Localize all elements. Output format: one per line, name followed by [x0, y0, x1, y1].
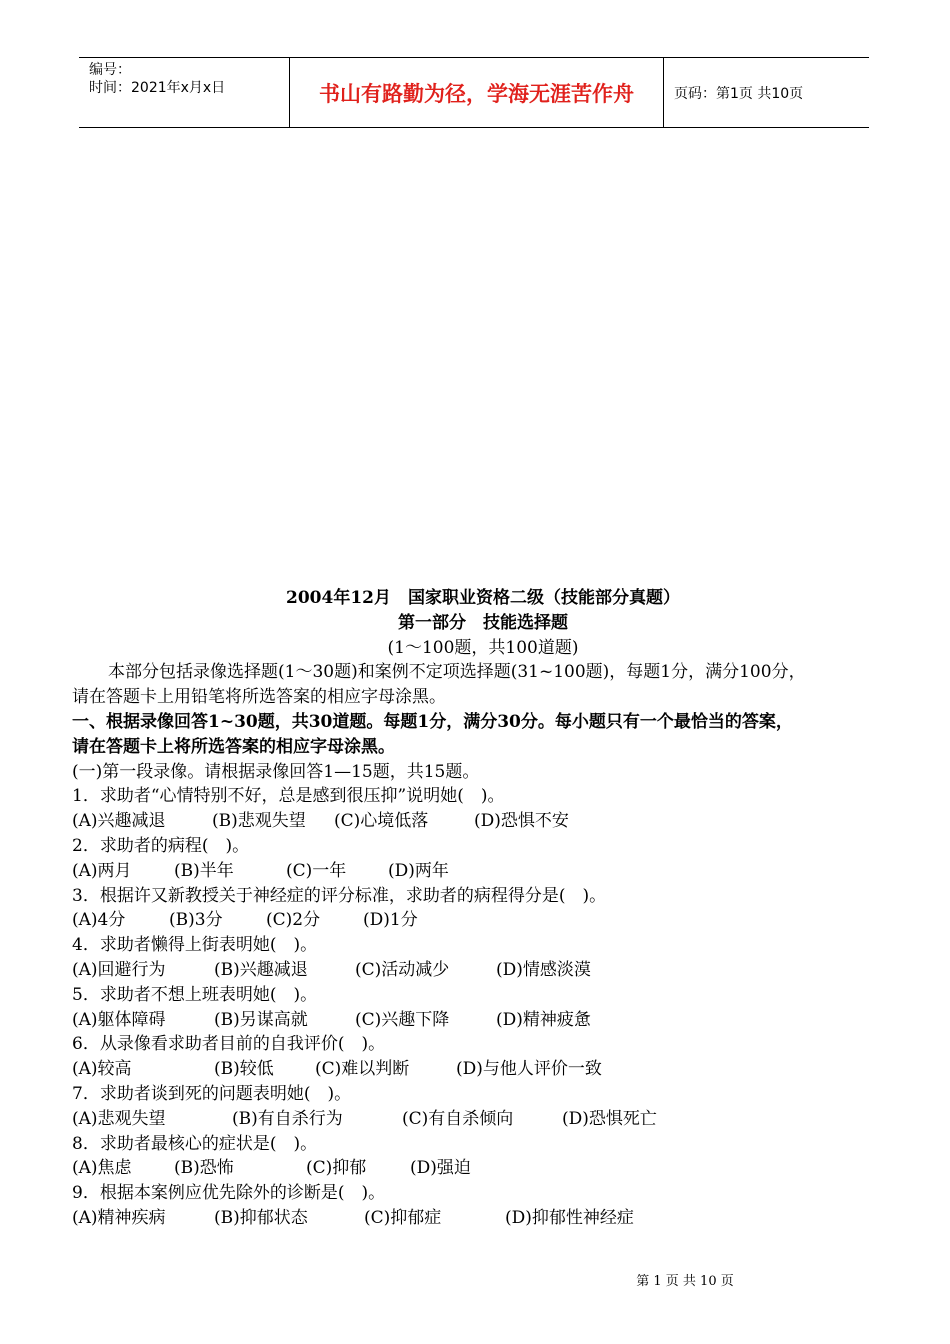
- answer-option: (C)心境低落: [334, 811, 429, 832]
- part-title: 第一部分 技能选择题: [398, 612, 568, 633]
- answer-option: (B)另谋高就: [214, 1009, 308, 1030]
- answer-option: (C)难以判断: [315, 1059, 410, 1080]
- question-text: 3．根据许又新教授关于神经症的评分标准，求助者的病程得分是( )。: [72, 885, 607, 906]
- answer-option: (C)活动减少: [355, 959, 450, 980]
- section-heading-line-2: 请在答题卡上将所选答案的相应字母涂黑。: [72, 736, 395, 757]
- question-options: [72, 809, 894, 834]
- answer-option: (A)较高: [72, 1059, 132, 1080]
- answer-option: (B)兴趣减退: [214, 959, 308, 980]
- question-text: 7．求助者谈到死的问题表明她( )。: [72, 1083, 352, 1104]
- document-title: 2004年12月 国家职业资格二级（技能部分真题）: [286, 588, 680, 608]
- answer-option: (D)精神疲惫: [496, 1009, 591, 1030]
- answer-option: (B)半年: [174, 860, 234, 881]
- page-info-text: 页码：第1页 共10页: [674, 85, 804, 102]
- answer-option: (A)4分: [72, 910, 126, 931]
- answer-option: (C)兴趣下降: [355, 1009, 450, 1030]
- page-info-cell: [664, 58, 869, 127]
- answer-option: (A)精神疾病: [72, 1207, 166, 1228]
- answer-option: (D)与他人评价一致: [456, 1059, 602, 1080]
- part-range: (1～100题，共100道题): [387, 637, 579, 658]
- intro-line-1: 本部分包括录像选择题(1～30题)和案例不定项选择题(31~100题)，每题1分，满分100分，: [108, 662, 806, 683]
- question-options: [72, 1107, 894, 1132]
- answer-option: (B)抑郁状态: [214, 1207, 308, 1228]
- answer-option: (A)回避行为: [72, 959, 166, 980]
- header-table: [79, 57, 869, 128]
- sub-section-heading: (一)第一段录像。请根据录像回答1—15题，共15题。: [72, 761, 480, 782]
- document-body: [72, 586, 894, 1231]
- answer-option: (A)兴趣减退: [72, 811, 166, 832]
- question-text: 9．根据本案例应优先除外的诊断是( )。: [72, 1183, 386, 1204]
- answer-option: (B)3分: [169, 910, 223, 931]
- answer-option: (C)抑郁症: [364, 1207, 442, 1228]
- answer-option: (B)有自杀行为: [232, 1108, 343, 1129]
- page-footer: [0, 1270, 950, 1289]
- number-label: 编号：: [89, 62, 131, 78]
- answer-option: (A)躯体障碍: [72, 1009, 166, 1030]
- answer-option: (B)悲观失望: [212, 811, 306, 832]
- header-left-cell: [79, 58, 290, 127]
- section-heading-line-1: 一、根据录像回答1~30题，共30道题。每题1分，满分30分。每小题只有一个最恰当的答案，: [72, 711, 793, 732]
- answer-option: (B)较低: [214, 1059, 274, 1080]
- question-text: 8．求助者最核心的症状是( )。: [72, 1133, 318, 1154]
- intro-line-2: 请在答题卡上用铅笔将所选答案的相应字母涂黑。: [72, 687, 446, 708]
- question-options: [72, 1057, 894, 1082]
- answer-option: (A)焦虑: [72, 1158, 132, 1179]
- question-options: [72, 958, 894, 983]
- question-text: 6．从录像看求助者目前的自我评价( )。: [72, 1034, 386, 1055]
- question-options: [72, 1156, 894, 1181]
- answer-option: (D)强迫: [410, 1158, 471, 1179]
- question-text: 4．求助者懒得上街表明她( )。: [72, 935, 318, 956]
- answer-option: (C)抑郁: [306, 1158, 367, 1179]
- time-label: 时间：2021年x月x日: [89, 80, 226, 96]
- question-text: 2．求助者的病程( )。: [72, 835, 250, 856]
- answer-option: (D)情感淡漠: [496, 959, 591, 980]
- answer-option: (D)两年: [388, 860, 449, 881]
- question-text: 5．求助者不想上班表明她( )。: [72, 984, 318, 1005]
- answer-option: (D)恐惧不安: [474, 811, 569, 832]
- answer-option: (C)有自杀倾向: [402, 1108, 514, 1129]
- question-options: [72, 908, 894, 933]
- answer-option: (C)一年: [286, 860, 347, 881]
- footer-page-number: 第 1 页 共 10 页: [636, 1274, 734, 1289]
- answer-option: (B)恐怖: [174, 1158, 234, 1179]
- question-options: [72, 859, 894, 884]
- motto-text: 书山有路勤为径，学海无涯苦作舟: [319, 80, 634, 106]
- question-options: [72, 1206, 894, 1231]
- answer-option: (C)2分: [266, 910, 321, 931]
- question-text: 1．求助者“心情特别不好，总是感到很压抑”说明她( )。: [72, 786, 505, 807]
- answer-option: (D)1分: [363, 910, 418, 931]
- answer-option: (D)抑郁性神经症: [505, 1207, 634, 1228]
- question-options: [72, 1008, 894, 1033]
- answer-option: (A)两月: [72, 860, 132, 881]
- answer-option: (D)恐惧死亡: [562, 1108, 657, 1129]
- question-list: [72, 784, 894, 1230]
- answer-option: (A)悲观失望: [72, 1108, 166, 1129]
- motto-cell: [290, 58, 664, 127]
